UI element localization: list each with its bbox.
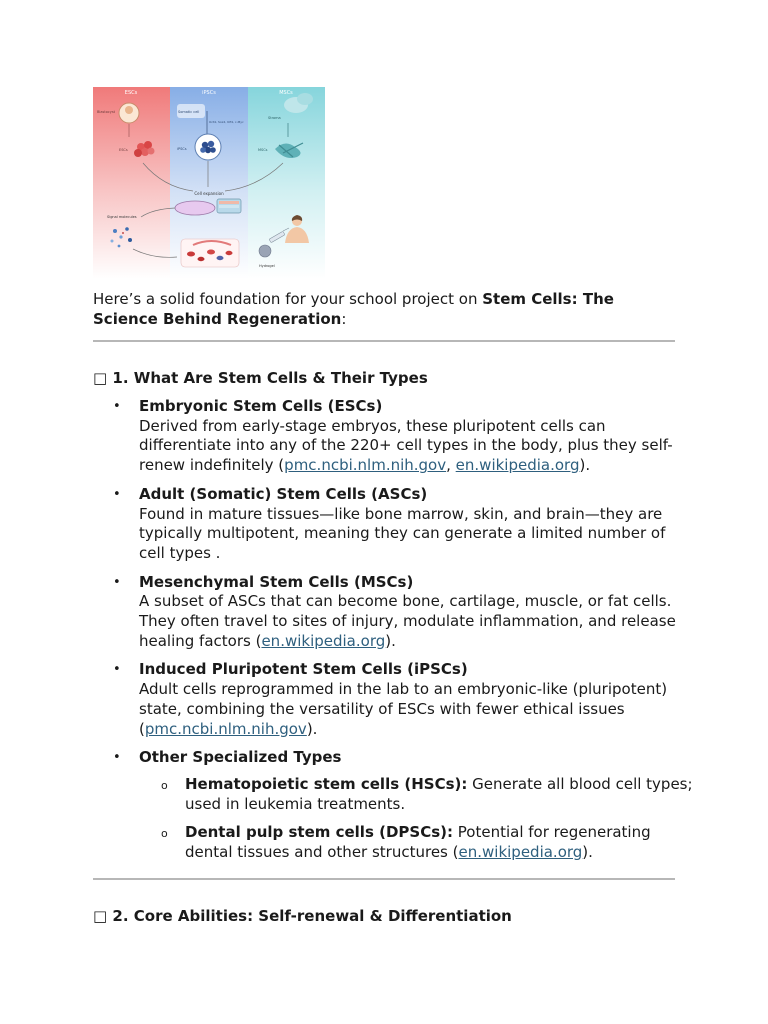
msc-label: MSCs — [258, 148, 268, 152]
item-title: Other Specialized Types — [139, 748, 342, 767]
bullet-icon: • — [113, 750, 121, 766]
panel-label-msc: MSCs — [279, 90, 293, 96]
subitem-end: ). — [582, 843, 593, 862]
somatic-label: Somatic cell — [178, 110, 200, 114]
expansion-label: Cell expansion — [194, 191, 224, 196]
list-item-msc — [93, 573, 693, 652]
bullet-icon: • — [113, 399, 121, 414]
blastocyst-inner — [125, 106, 133, 114]
panel-label-ipsc: iPSCs — [202, 90, 216, 96]
bullet-icon: • — [113, 574, 121, 590]
stem-cell-diagram — [93, 87, 325, 279]
section-1-heading — [93, 368, 428, 388]
item-title: Mesenchymal Stem Cells (MSCs) — [139, 572, 414, 591]
specialized-types-sublist — [139, 775, 693, 863]
section-2-title: 2. Core Abilities: Self-renewal & Differentiation — [112, 907, 512, 925]
item-description: Found in mature tissues—like bone marrow, skin, and brain—they are typically multipotent, meaning they can generate a limited number of cell types . — [139, 504, 666, 562]
esc-label: ESCs — [119, 148, 128, 152]
item-description — [139, 592, 693, 651]
stem-cell-types-list — [93, 397, 693, 872]
circle-bullet-icon: o — [161, 827, 168, 841]
item-title: Induced Pluripotent Stem Cells (iPSCs) — [139, 660, 468, 679]
stroma-label: Stroma — [268, 116, 281, 120]
intro-topic: Stem Cells: The Science Behind Regeneration — [93, 290, 614, 328]
item-title: Adult (Somatic) Stem Cells (ASCs) — [139, 484, 428, 503]
hydrogel-blob — [259, 245, 271, 257]
ipsc-label: iPSCs — [177, 147, 187, 151]
stem-cell-figure — [93, 87, 325, 279]
item-text: Adult cells reprogrammed in the lab to an embryonic-like (pluripotent) state, combining the versatility of ESCs with fewer ethical issues ( — [139, 680, 668, 738]
subitem-title: Hematopoietic stem cells (HSCs): — [185, 774, 468, 793]
bullet-icon: • — [113, 662, 121, 678]
item-end: ). — [579, 456, 591, 475]
list-item-other — [93, 748, 693, 863]
item-end: ). — [306, 719, 318, 738]
source-link[interactable]: pmc.ncbi.nlm.nih.gov — [284, 456, 447, 475]
culture-dish-1 — [175, 201, 215, 215]
item-text: Derived from early-stage embryos, these pluripotent cells can differentiate into any of the 220+ cell types in the body, plus they self-renew indefinitely ( — [139, 416, 673, 475]
signal-label: Signal molecules — [107, 215, 137, 219]
list-item-asc — [93, 485, 693, 564]
item-description — [139, 417, 693, 476]
source-link[interactable]: en.wikipedia.org — [455, 456, 580, 475]
divider-2 — [93, 878, 675, 880]
sublist-item-hsc — [139, 775, 693, 814]
source-link[interactable]: pmc.ncbi.nlm.nih.gov — [144, 719, 307, 738]
circle-bullet-icon: o — [161, 778, 168, 792]
intro-text: Here’s a solid foundation for your school project on — [93, 290, 483, 308]
intro-suffix: : — [341, 310, 347, 328]
list-item-ipsc — [93, 660, 693, 739]
item-title: Embryonic Stem Cells (ESCs) — [139, 397, 383, 415]
subitem-text: Potential for regenerating dental tissues and other structures ( — [185, 823, 651, 862]
source-link[interactable]: en.wikipedia.org — [261, 631, 386, 650]
bullet-icon: • — [113, 486, 121, 502]
list-item-esc — [93, 397, 693, 476]
intro-paragraph — [93, 289, 683, 329]
divider-1 — [93, 340, 675, 342]
section-2-heading — [93, 906, 512, 926]
panel-label-esc: ESCs — [124, 90, 138, 96]
subitem-text: Generate all blood cell types; used in leukemia treatments. — [185, 774, 693, 813]
subitem-title: Dental pulp stem cells (DPSCs): — [185, 823, 453, 842]
blastocyst-label: Blastocyst — [97, 110, 116, 114]
link-separator: , — [446, 456, 456, 475]
section-1-icon: □ — [93, 369, 108, 387]
culture-plate — [217, 199, 241, 213]
item-description — [139, 680, 693, 739]
source-link[interactable]: en.wikipedia.org — [458, 843, 583, 862]
sublist-item-dpsc — [139, 823, 693, 862]
item-end: ). — [385, 631, 396, 650]
section-1-title: 1. What Are Stem Cells & Their Types — [112, 369, 428, 387]
section-2-icon: □ — [93, 907, 108, 925]
hydrogel-label: Hydrogel — [259, 264, 275, 268]
item-text: A subset of ASCs that can become bone, cartilage, muscle, or fat cells. They often travel to sites of injury, modulate inflammation, and release healing factors ( — [139, 592, 676, 650]
oskm-label: Oct4, Sox2, Klf4, c-Myc — [209, 120, 244, 124]
